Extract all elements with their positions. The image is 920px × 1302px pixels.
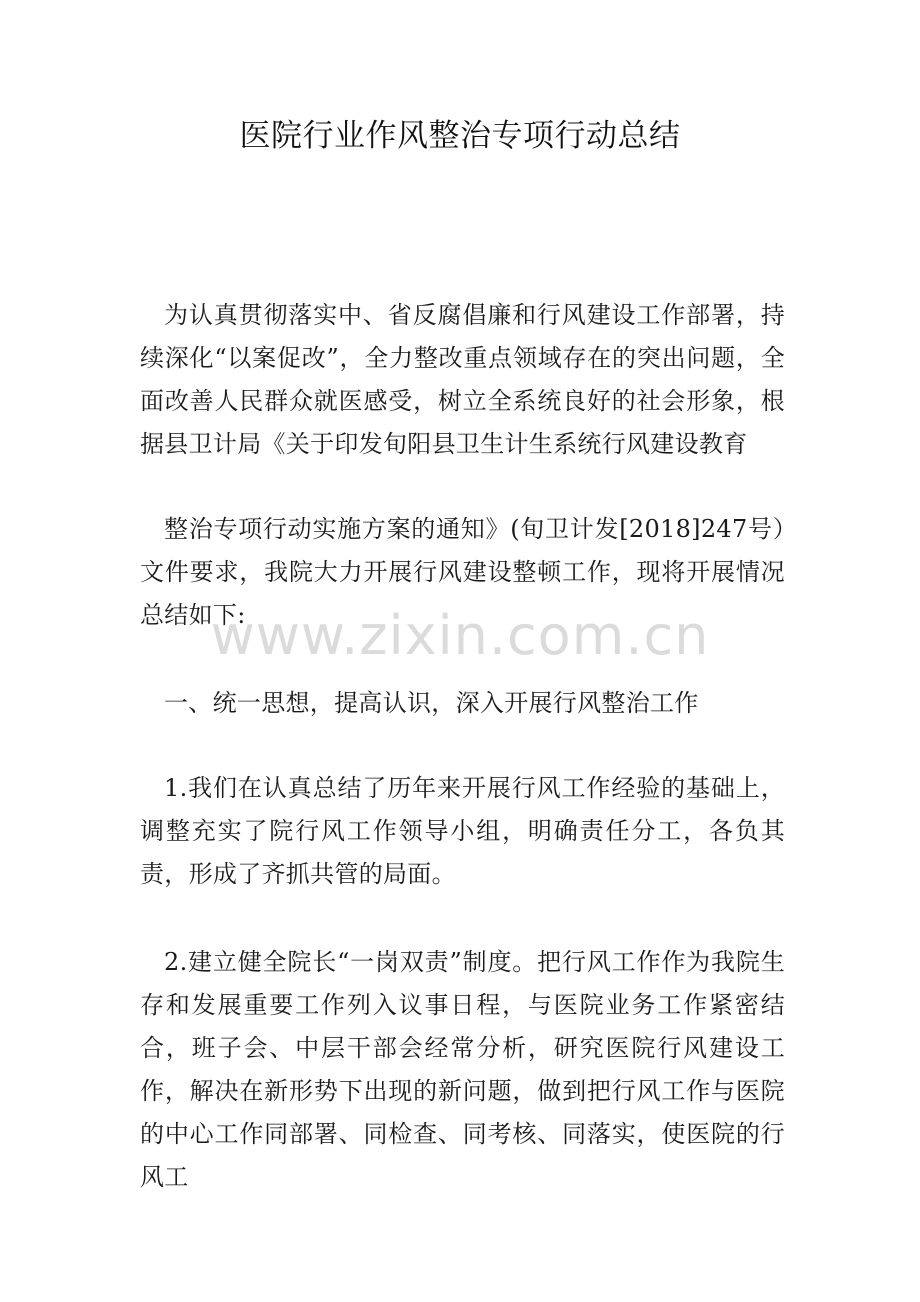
paragraph-intro-continued: 整治专项行动实施方案的通知》(旬卫计发[2018]247号）文件要求，我院大力开展行风建设整顿工作，现将开展情况总结如下:	[140, 515, 785, 629]
document-title: 医院行业作风整治专项行动总结	[239, 118, 681, 154]
paragraph-intro: 为认真贯彻落实中、省反腐倡廉和行风建设工作部署，持续深化“以案促改”，全力整改重点领域存在的突出问题，全面改善人民群众就医感受，树立全系统良好的社会形象，根据县卫计局《关于印发旬阳县卫生计生系统行风建设教育	[140, 301, 785, 458]
watermark: www.zixin.com.cn	[210, 604, 710, 667]
paragraph-item-1: 1.我们在认真总结了历年来开展行风工作经验的基础上，调整充实了院行风工作领导小组，明确责任分工，各负其责，形成了齐抓共管的局面。	[140, 774, 785, 888]
section-heading-1: 一、统一思想，提高认识，深入开展行风整治工作	[164, 689, 699, 717]
paragraph-item-2: 2.建立健全院长“一岗双责”制度。把行风工作作为我院生存和发展重要工作列入议事日程，与医院业务工作紧密结合，班子会、中层干部会经常分析，研究医院行风建设工作，解决在新形势下出现的新问题，做到把行风工作与医院的中心工作同部署、同检查、同考核、同落实，使医院的行风工	[140, 948, 785, 1191]
